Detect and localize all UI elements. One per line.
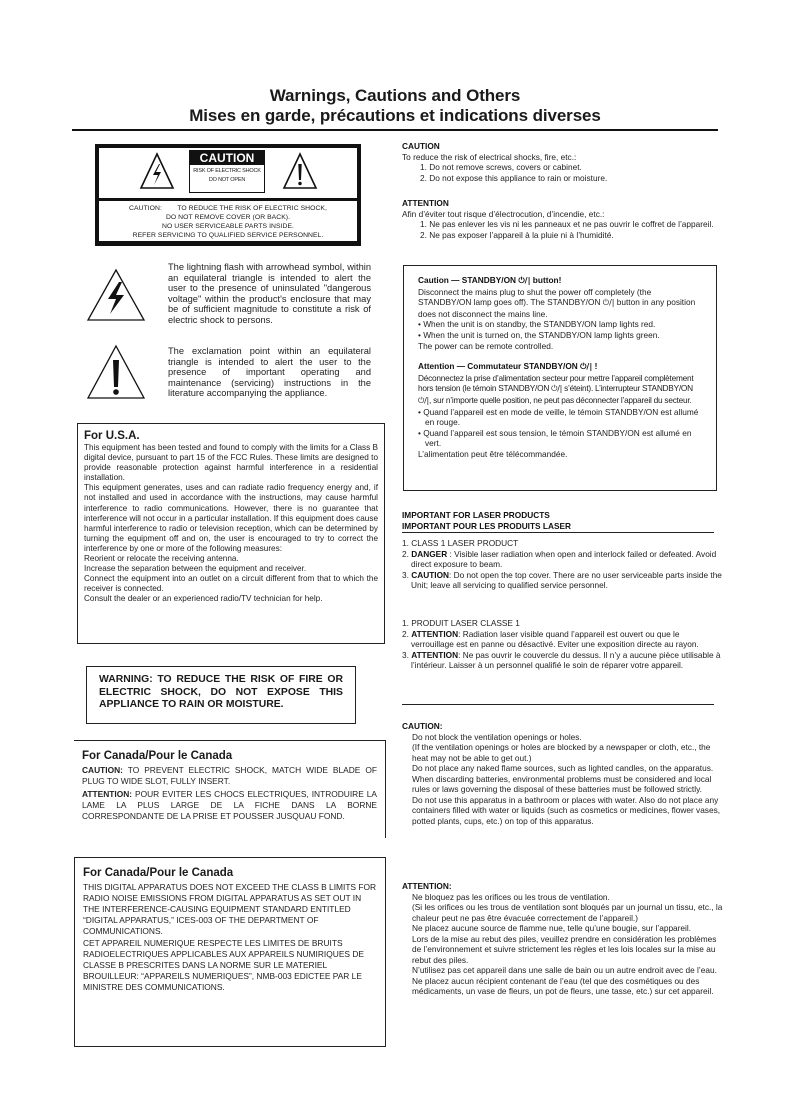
- standby-en-bullet-2: • When the unit is turned on, the STANDBY/ON lamp lights green.: [418, 329, 660, 340]
- standby-en-title-a: Caution — STANDBY/ON: [418, 275, 519, 285]
- usa-measure-2: Increase the separation between the equipment and receiver.: [84, 564, 307, 574]
- caution-line-4: When discarding batteries, environmental problems must be considered and local rules or laws governing the disposal of these batteries must be followed strictly.: [412, 773, 712, 794]
- laser-en-item-1: 1. CLASS 1 LASER PRODUCT: [402, 538, 519, 548]
- attention-top-item-1: 1. Ne pas enlever les vis ni les panneaux et ne pas ouvrir le coffret de l’appareil.: [420, 219, 714, 229]
- caution-label-line2: DO NOT REMOVE COVER (OR BACK).: [165, 214, 291, 221]
- laser-danger-label: DANGER: [411, 548, 448, 559]
- caution-top-item-2: 2. Do not expose this appliance to rain or moisture.: [420, 172, 608, 183]
- usa-measure-4: Consult the dealer or an experienced radio/TV technician for help.: [84, 594, 323, 604]
- power-standby-icon: ⏻/|: [580, 362, 593, 372]
- standby-fr-p1b: s’éteint). L’interrupteur STANDBY/ON: [562, 383, 693, 394]
- laser-fr-item-1: 1. PRODUIT LASER CLASSE 1: [402, 618, 520, 628]
- canada-plug-notice: [74, 740, 386, 838]
- laser-french-list: [402, 618, 724, 671]
- attention-top-intro: Afin d’éviter tout risque d’électrocution, d’incendie, etc.:: [402, 208, 605, 219]
- standby-fr-p1c: , sur n’importe quelle position, ne peut pas déconnecter l’appareil du secteur.: [428, 394, 692, 405]
- laser-caution-text: : Do not open the top cover. There are no user serviceable parts inside the Unit; leave all servicing to qualified service personnel.: [411, 569, 722, 590]
- power-standby-icon: ⏻/|: [602, 298, 615, 308]
- standby-fr-title: [418, 361, 702, 373]
- lightning-triangle-icon: [86, 268, 146, 322]
- caution-top-title: CAUTION: [402, 141, 440, 151]
- caution-label-line3: NO USER SERVICEABLE PARTS INSIDE.: [162, 223, 294, 230]
- laser-fr-num-2: 2.: [402, 628, 412, 639]
- standby-fr-bullet-2: • Quand l’appareil est sous tension, le témoin STANDBY/ON est allumé en vert.: [418, 427, 692, 449]
- power-standby-icon: ⏻/|: [518, 276, 531, 285]
- caution-badge-sub1: RISK OF ELECTRIC SHOCK: [193, 168, 261, 174]
- laser-en-item-2: [402, 549, 724, 570]
- laser-caution-label: CAUTION: [411, 569, 450, 580]
- laser-section-divider: [402, 704, 714, 705]
- caution-badge-title: CAUTION: [190, 151, 264, 165]
- exclamation-explanation-text: The exclamation point within an equilateral triangle is intended to alert the user to the presence of important operating and maintenance (servicing) instructions in the literature accompanying the appliance.: [168, 346, 371, 399]
- laser-fr-item-2: [402, 629, 724, 650]
- exclamation-triangle-icon: [86, 344, 146, 400]
- laser-section-title: [402, 510, 724, 531]
- standby-fr-p1: [418, 373, 702, 407]
- laser-attention-text-2: : Ne pas ouvrir le couvercle du dessus. Il n’y a aucune pièce utilisable à l’intérieur. Laisser à un personnel qualifié le soin de réparer votre appareil.: [411, 649, 721, 670]
- attention-top-title: ATTENTION: [402, 198, 449, 208]
- canada-attention-label: ATTENTION:: [82, 789, 133, 799]
- attention-line-1: Ne bloquez pas les orifices ou les trous de ventilation.: [412, 891, 610, 902]
- usa-paragraph-2: This equipment generates, uses and can radiate radio frequency energy and, if not installed and used in accordance with the instructions, may cause harmful interference to radio communications. However, there is no guarantee that interference will not occur in a particular installation. If this equipment does cause harmful interference to radio or television reception, which can be determined by turning the equipment off and on, the user is encouraged to try to correct the interference by one or more of the following measures:: [84, 483, 378, 553]
- laser-danger-text: : Visible laser radiation when open and interlock failed or defeated. Avoid direct exposure to beam.: [411, 548, 717, 569]
- usa-fcc-notice: [77, 423, 385, 644]
- exclamation-triangle-icon: [282, 152, 318, 190]
- usa-measure-1: Reorient or relocate the receiving antenna.: [84, 554, 239, 564]
- power-standby-icon: ⏻/|: [418, 395, 429, 405]
- page-title-en: Warnings, Cautions and Others: [269, 86, 521, 105]
- canada-plug-title: For Canada/Pour le Canada: [82, 750, 233, 762]
- header-divider: [72, 129, 718, 131]
- standby-en-bullet-1: • When the unit is on standby, the STANDBY/ON lamp lights red.: [418, 319, 656, 330]
- attention-ventilation-title: ATTENTION:: [402, 881, 452, 891]
- lightning-explanation-text: The lightning flash with arrowhead symbol, within an equilateral triangle is intended to alert the user to the presence of uninsulated "dangerous voltage" within the product's enclosure that may be of sufficient magnitude to constitute a risk of electric shock to persons.: [168, 262, 371, 325]
- attention-top-item-2: 2. Ne pas exposer l’appareil à la pluie ni à l’humidité.: [420, 229, 614, 240]
- standby-caution-box: [403, 265, 717, 491]
- canada-caution-label: CAUTION:: [82, 765, 123, 775]
- canada-plug-caution: [82, 765, 377, 787]
- laser-title-underline: [402, 532, 714, 533]
- laser-title-fr: IMPORTANT POUR LES PRODUITS LASER: [402, 520, 572, 531]
- usa-paragraph-1: This equipment has been tested and found to comply with the limits for a Class B digital device, pursuant to part 15 of the FCC Rules. These limits are designed to provide reasonable protection against harmful interference in a residential installation.: [84, 443, 378, 483]
- fire-shock-warning: [86, 666, 356, 724]
- caution-badge: [189, 150, 265, 193]
- standby-en-title-b: button!: [530, 275, 562, 285]
- caution-badge-sub2: DO NOT OPEN: [208, 177, 246, 183]
- caution-line-3: Do not place any naked flame sources, such as lighted candles, on the apparatus.: [412, 763, 714, 773]
- canada-ices-french: CET APPAREIL NUMERIQUE RESPECTE LES LIMITES DE BRUITS RADIOELECTRIQUES APPLICABLES AUX APPAREILS NUMIRIQUES DE CLASSE B PRESCRITES DANS LA NORME SUR LE MATERIEL BROUILLEUR: “APPAREILS NUMERIQUES”, NMB-003 EDICTEE PAR LE MINISTRE DES COMMUNICATIONS.: [83, 938, 364, 992]
- page-header: [70, 86, 720, 126]
- attention-line-5: N’utilisez pas cet appareil dans une salle de bain ou un autre endroit avec de l’eau. Ne placez aucun récipient contenant de l’eau (tel que des cosmétiques ou des médicaments, un vase de fleurs, un pot de fleurs, une tasse, etc.) sur cet appareil.: [412, 965, 717, 996]
- canada-ices-title: For Canada/Pour le Canada: [83, 867, 234, 879]
- caution-top-intro: To reduce the risk of electrical shocks, fire, etc.:: [402, 151, 577, 162]
- laser-attention-text-1: : Radiation laser visible quand l’appareil est ouvert ou que le verrouillage est en panne ou désactivé. Eviter une exposition directe au rayon.: [411, 628, 699, 649]
- standby-fr-bullet-1: • Quand l’appareil est en mode de veille, le témoin STANDBY/ON est allumé en rouge.: [418, 406, 699, 428]
- canada-attention-text: POUR EVITER LES CHOCS ELECTRIQUES, INTRODUIRE LA LAME LA PLUS LARGE DE LA FICHE DANS LA BORNE CORRESPONDANTE DE LA PRISE ET POUSSER JUSQUAU FOND.: [82, 789, 377, 821]
- usa-title: For U.S.A.: [84, 430, 140, 442]
- attention-line-4: Lors de la mise au rebut des piles, veuillez prendre en considération les problèmes de l’environnement et suivre strictement les règles et les lois locales sur la mise au rebut des piles.: [412, 933, 717, 965]
- lightning-triangle-icon: [139, 152, 175, 190]
- laser-en-num-3: 3.: [402, 569, 412, 580]
- caution-ventilation-title: CAUTION:: [402, 721, 443, 731]
- caution-badge-sub: [190, 165, 264, 185]
- laser-fr-item-3: [402, 650, 724, 671]
- caution-top-section: [402, 141, 724, 183]
- laser-title-en: IMPORTANT FOR LASER PRODUCTS: [402, 510, 550, 520]
- caution-label-line4: REFER SERVICING TO QUALIFIED SERVICE PERSONNEL.: [132, 232, 324, 239]
- attention-line-2: (Si les orifices ou les trous de ventilation sont bloqués par un journal un tissu, etc., la chaleur peut ne pas être évacuée correctement de l’appareil.): [412, 902, 723, 923]
- standby-fr-p1a: Déconnectez la prise d’alimentation secteur pour mettre l’appareil complètement hors tension (le témoin STANDBY/ON: [418, 372, 694, 394]
- laser-fr-num-3: 3.: [402, 649, 412, 660]
- power-standby-icon: ⏻/|: [551, 384, 563, 394]
- laser-attention-label-1: ATTENTION: [411, 628, 459, 639]
- usa-measure-3: Connect the equipment into an outlet on a circuit different from that to which the receiver is connected.: [84, 574, 378, 594]
- standby-en-title: [418, 275, 702, 287]
- canada-caution-text: TO PREVENT ELECTRIC SHOCK, MATCH WIDE BLADE OF PLUG TO WIDE SLOT, FULLY INSERT.: [82, 765, 377, 786]
- attention-top-section: [402, 198, 724, 240]
- canada-ices-notice: [74, 857, 386, 1047]
- standby-fr-title-b: !: [592, 361, 598, 372]
- laser-attention-label-2: ATTENTION: [411, 649, 459, 660]
- attention-ventilation-section: [402, 881, 724, 997]
- caution-ventilation-section: [402, 721, 724, 826]
- laser-en-num-2: 2.: [402, 548, 412, 559]
- caution-line-1: Do not block the ventilation openings or holes.: [412, 731, 582, 742]
- caution-top-item-1: 1. Do not remove screws, covers or cabinet.: [420, 162, 582, 172]
- standby-fr-p2: L’alimentation peut être télécommandée.: [418, 448, 568, 459]
- exclamation-explanation: [86, 346, 371, 406]
- attention-line-3: Ne placez aucune source de flamme nue, telle qu’une bougie, sur l’appareil.: [412, 923, 692, 933]
- standby-en-p1: [418, 287, 702, 320]
- page-title-fr: Mises en garde, précautions et indications diverses: [189, 106, 601, 125]
- standby-en-p1a: Disconnect the mains plug to shut the power off completely (the STANDBY/ON lamp goes off). The STANDBY/ON: [418, 286, 652, 308]
- laser-en-item-3: [402, 570, 724, 591]
- fire-shock-warning-text: WARNING: TO REDUCE THE RISK OF FIRE OR ELECTRIC SHOCK, DO NOT EXPOSE THIS APPLIANCE TO RAIN OR MOISTURE.: [99, 674, 343, 711]
- standby-en-p2: The power can be remote controlled.: [418, 340, 554, 351]
- caution-label-graphic: [95, 144, 361, 246]
- standby-fr-title-a: Attention — Commutateur STANDBY/ON: [418, 361, 581, 372]
- caution-line-2: (If the ventilation openings or holes are blocked by a newspaper or cloth, etc., the heat may not be able to get out.): [412, 742, 711, 763]
- caution-line-5: Do not use this apparatus in a bathroom or places with water. Also do not place any containers filled with water or liquids (such as cosmetics or medicines, flower vases, potted plants, cups, etc.) on top of this apparatus.: [412, 794, 721, 826]
- standby-en-p1b: button in any position does not disconnect the mains line.: [418, 297, 696, 319]
- lightning-explanation: [86, 262, 371, 338]
- canada-plug-attention: [82, 789, 377, 822]
- canada-ices-english: THIS DIGITAL APPARATUS DOES NOT EXCEED THE CLASS B LIMITS FOR RADIO NOISE EMISSIONS FROM DIGITAL APPARATUS AS SET OUT IN THE INTERFERENCE-CAUSING EQUIPMENT STANDARD ENTITLED “DIGITAL APPARATUS,” ICES-003 OF THE DEPARTMENT OF COMMUNICATIONS.: [83, 882, 377, 936]
- caution-label-text: [99, 201, 357, 241]
- caution-label-line1: CAUTION: TO REDUCE THE RISK OF ELECTRIC SHOCK,: [129, 205, 327, 212]
- laser-english-list: [402, 538, 724, 591]
